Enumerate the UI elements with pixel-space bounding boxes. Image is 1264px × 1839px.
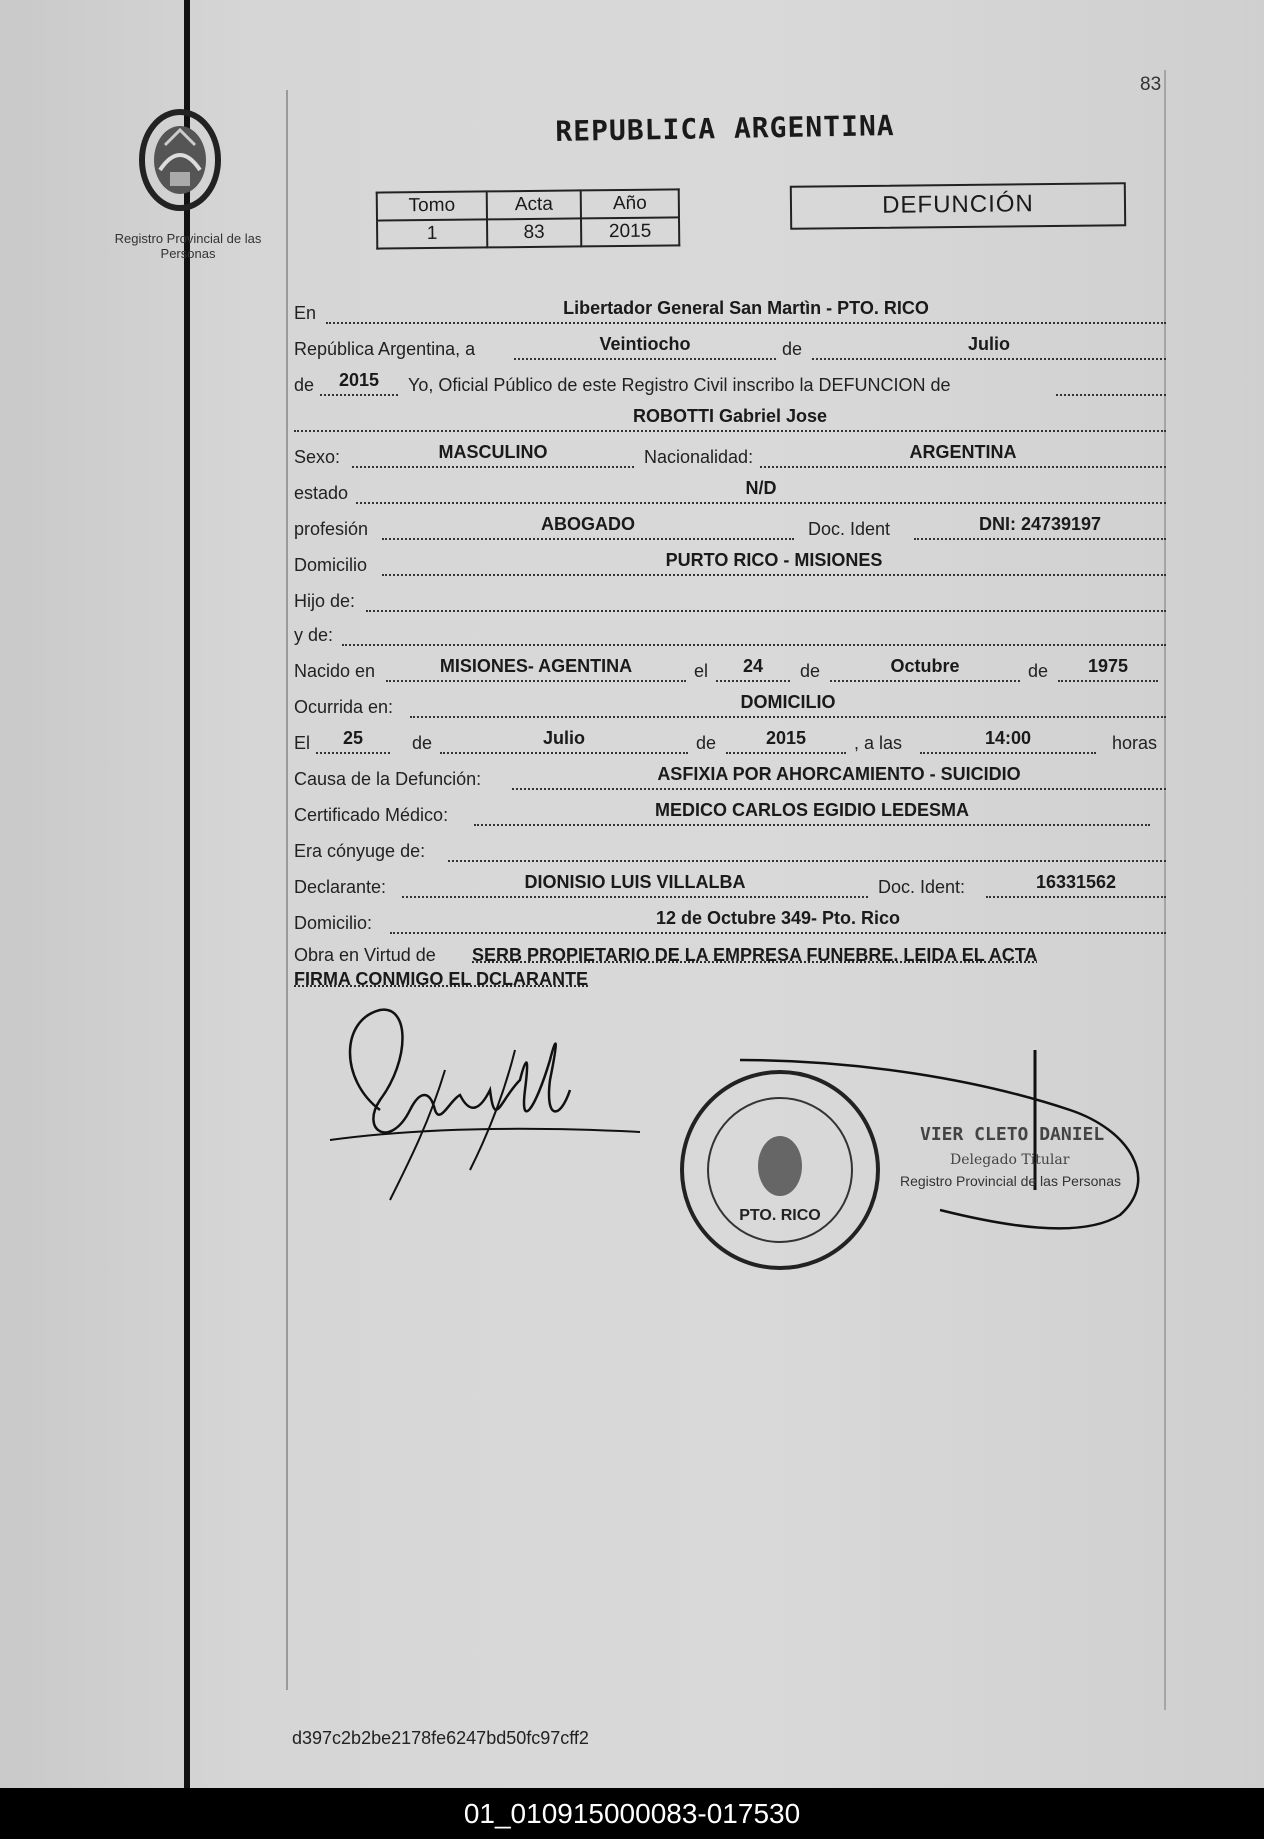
obra-row-2	[294, 956, 1166, 990]
horas-label: horas	[1112, 733, 1158, 753]
deceased-name: ROBOTTI Gabriel Jose	[294, 406, 1166, 432]
declarant-signature	[320, 1000, 660, 1220]
obra-line-2: FIRMA CONMIGO EL DCLARANTE	[294, 969, 588, 989]
death-month-value: Julio	[440, 728, 688, 754]
domicilio-value: PURTO RICO - MISIONES	[382, 550, 1166, 576]
causa-row	[294, 756, 1166, 790]
agency-name: Registro Provincial de las Personas	[114, 231, 262, 261]
profesion-row	[294, 506, 1166, 540]
hijo-row	[294, 578, 1166, 612]
en-label: En	[294, 303, 317, 323]
birth-day-value: 24	[716, 656, 790, 682]
decl-doc-label: Doc. Ident:	[878, 877, 966, 897]
profesion-value: ABOGADO	[382, 514, 794, 540]
reference-table	[376, 188, 681, 249]
declarante-label: Declarante:	[294, 877, 387, 897]
decl-doc-value: 16331562	[986, 872, 1166, 898]
de-label-4: de	[1028, 661, 1049, 681]
document-hash: d397c2b2be2178fe6247bd50fc97cff2	[292, 1728, 589, 1748]
domicilio-label: Domicilio	[294, 555, 368, 575]
tomo-header: Tomo	[377, 191, 487, 220]
footer-id-bar: 01_010915000083-017530	[0, 1788, 1264, 1839]
profesion-label: profesión	[294, 519, 369, 539]
certificado-label: Certificado Médico:	[294, 805, 449, 825]
place-value: Libertador General San Martìn - PTO. RICO	[326, 298, 1166, 324]
decl-dom-value: 12 de Octubre 349- Pto. Rico	[390, 908, 1166, 934]
declarante-value: DIONISIO LUIS VILLALBA	[402, 872, 868, 898]
domicilio-row	[294, 542, 1166, 576]
de-label-2: de	[294, 375, 315, 395]
death-date-row	[294, 720, 1166, 754]
month-value: Julio	[812, 334, 1166, 360]
sex-row	[294, 434, 1166, 468]
obra-label: Obra en Virtud de	[294, 945, 436, 965]
stamp-center-text: PTO. RICO	[739, 1207, 821, 1224]
stamp-official-org: Registro Provincial de las Personas	[900, 1173, 1121, 1189]
ocurrida-value: DOMICILIO	[410, 692, 1166, 718]
ocurrida-row	[294, 684, 1166, 718]
coat-of-arms-icon	[130, 100, 230, 220]
birth-month-value: Octubre	[830, 656, 1020, 682]
el-label: el	[694, 661, 709, 681]
certificado-row	[294, 792, 1166, 826]
ano-value: 2015	[581, 217, 679, 246]
obra-line-1: SERB PROPIETARIO DE LA EMPRESA FUNEBRE. LEIDA EL ACTA	[472, 945, 1038, 965]
certificado-value: MEDICO CARLOS EGIDIO LEDESMA	[474, 800, 1150, 826]
stamp-official-name: VIER CLETO DANIEL	[920, 1124, 1105, 1145]
conyuge-value	[448, 836, 1166, 862]
nacido-label: Nacido en	[294, 661, 376, 681]
republica-label: República Argentina, a	[294, 339, 476, 359]
estado-row	[294, 470, 1166, 504]
yde-row	[294, 612, 1166, 646]
ocurrida-label: Ocurrida en:	[294, 697, 394, 717]
death-year-value: 2015	[726, 728, 846, 754]
nacionalidad-label: Nacionalidad:	[644, 447, 754, 467]
name-row	[294, 398, 1166, 432]
declarante-row	[294, 864, 1166, 898]
day-words-value: Veintiocho	[514, 334, 776, 360]
estado-value: N/D	[356, 478, 1166, 504]
year-value: 2015	[320, 370, 398, 396]
birth-row	[294, 648, 1166, 682]
decl-dom-label: Domicilio:	[294, 913, 373, 933]
conyuge-label: Era cónyuge de:	[294, 841, 426, 861]
de-label-5: de	[412, 733, 433, 753]
causa-label: Causa de la Defunción:	[294, 769, 482, 789]
ano-header: Año	[581, 189, 679, 218]
inscribo-text: Yo, Oficial Público de este Registro Civil inscribo la DEFUNCION de	[408, 375, 951, 395]
hour-value: 14:00	[920, 728, 1096, 754]
el2-label: El	[294, 733, 311, 753]
decl-domicilio-row	[294, 900, 1166, 934]
tomo-value: 1	[377, 219, 487, 248]
yde-label: y de:	[294, 625, 334, 645]
official-stamp	[680, 1040, 1160, 1300]
death-day-value: 25	[316, 728, 390, 754]
acta-value: 83	[487, 218, 581, 247]
yde-value	[342, 620, 1166, 646]
left-margin-rule	[286, 90, 288, 1690]
causa-value: ASFIXIA POR AHORCAMIENTO - SUICIDIO	[512, 764, 1166, 790]
de-label-3: de	[800, 661, 821, 681]
conyuge-row	[294, 828, 1166, 862]
de-label-6: de	[696, 733, 717, 753]
acta-header: Acta	[487, 190, 581, 219]
sexo-value: MASCULINO	[352, 442, 634, 468]
page-number: 83	[1140, 74, 1162, 95]
inscribo-blank	[1056, 370, 1166, 396]
birth-year-value: 1975	[1058, 656, 1158, 682]
document-type-box: DEFUNCIÓN	[790, 182, 1126, 230]
doc-value: DNI: 24739197	[914, 514, 1166, 540]
hijo-value	[366, 586, 1166, 612]
hijo-label: Hijo de:	[294, 591, 356, 611]
de-label-1: de	[782, 339, 803, 359]
nacionalidad-value: ARGENTINA	[760, 442, 1166, 468]
estado-label: estado	[294, 483, 349, 503]
alas-label: , a las	[854, 733, 903, 753]
doc-label: Doc. Ident	[808, 519, 891, 539]
year-row	[294, 362, 1166, 396]
date-row	[294, 326, 1166, 360]
nacido-value: MISIONES- AGENTINA	[386, 656, 686, 682]
place-row	[294, 290, 1166, 324]
binding-line	[184, 0, 190, 1788]
stamp-official-title: Delegado Titular	[950, 1152, 1070, 1168]
sexo-label: Sexo:	[294, 447, 341, 467]
document-title: REPUBLICA ARGENTINA	[555, 109, 895, 148]
